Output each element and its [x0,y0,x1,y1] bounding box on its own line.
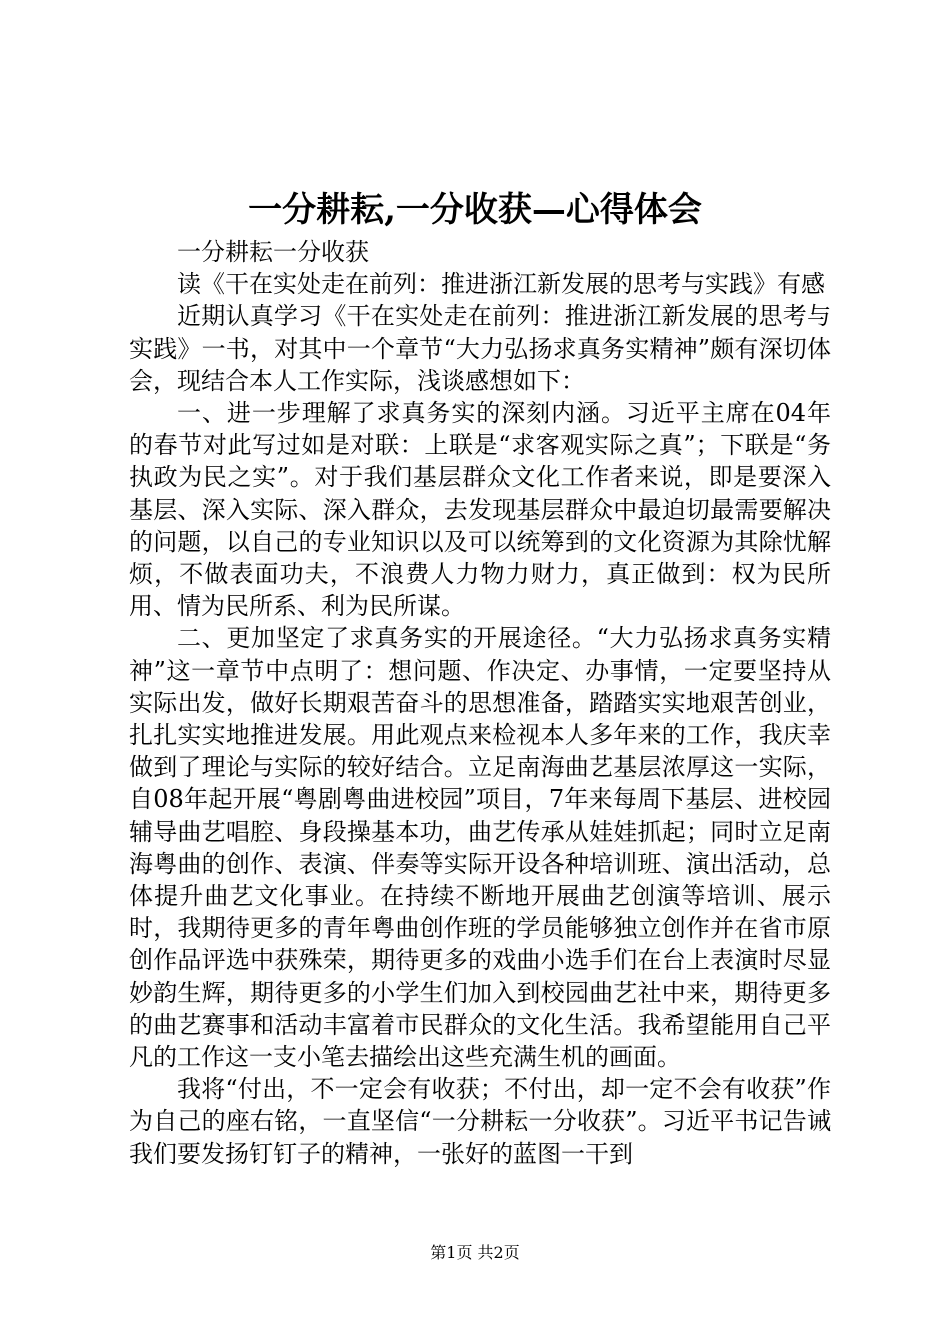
paragraph-point-two: 二、更加坚定了求真务实的开展途径。“大力弘扬求真务实精神”这一章节中点明了：想问题、作决定、办事情，一定要坚持从实际出发，做好长期艰苦奋斗的思想准备，踏踏实实地艰苦创业，扎扎实实地推进发展。用此观点来检视本人多年来的工作，我庆幸做到了理论与实际的较好结合。立足南海曲艺基层浓厚这一实际，自08年起开展“粤剧粤曲进校园”项目，7年来每周下基层、进校园辅导曲艺唱腔、身段操基本功，曲艺传承从娃娃抓起；同时立足南海粤曲的创作、表演、伴奏等实际开设各种培训班、演出活动，总体提升曲艺文化事业。在持续不断地开展曲艺创演等培训、展示时，我期待更多的青年粤曲创作班的学员能够独立创作并在省市原创作品评选中获殊荣，期待更多的戏曲小选手们在台上表演时尽显妙韵生辉，期待更多的小学生们加入到校园曲艺社中来，期待更多的曲艺赛事和活动丰富着市民群众的文化生活。我希望能用自己平凡的工作这一支小笔去描绘出这些充满生机的画面。 [129,624,831,1072]
page-number-footer: 第1页 共2页 [430,1243,520,1262]
paragraph-intro: 近期认真学习《干在实处走在前列：推进浙江新发展的思考与实践》一书，对其中一个章节“大力弘扬求真务实精神”颇有深切体会，现结合本人工作实际，浅谈感想如下： [129,302,831,395]
paragraph-subtitle: 一分耕耘一分收获 [177,238,369,266]
paragraph-book-title: 读《干在实处走在前列：推进浙江新发展的思考与实践》有感 [177,270,825,299]
paragraph-point-one: 一、进一步理解了求真务实的深刻内涵。习近平主席在04年的春节对此写过如是对联：上联是“求客观实际之真”；下联是“务执政为民之实”。对于我们基层群众文化工作者来说，即是要深入基层、深入实际、深入群众，去发现基层群众中最迫切最需要解决的问题，以自己的专业知识以及可以统筹到的文化资源为其除忧解烦，不做表面功夫，不浪费人力物力财力，真正做到：权为民所用、情为民所系、利为民所谋。 [129,399,831,621]
paragraph-motto: 我将“付出，不一定会有收获；不付出，却一定不会有收获”作为自己的座右铭，一直坚信“一分耕耘一分收获”。习近平书记告诫我们要发扬钉钉子的精神，一张好的蓝图一干到 [129,1075,831,1168]
document-title: 一分耕耘,一分收获—心得体会 [248,190,702,230]
document-body [129,236,831,1170]
